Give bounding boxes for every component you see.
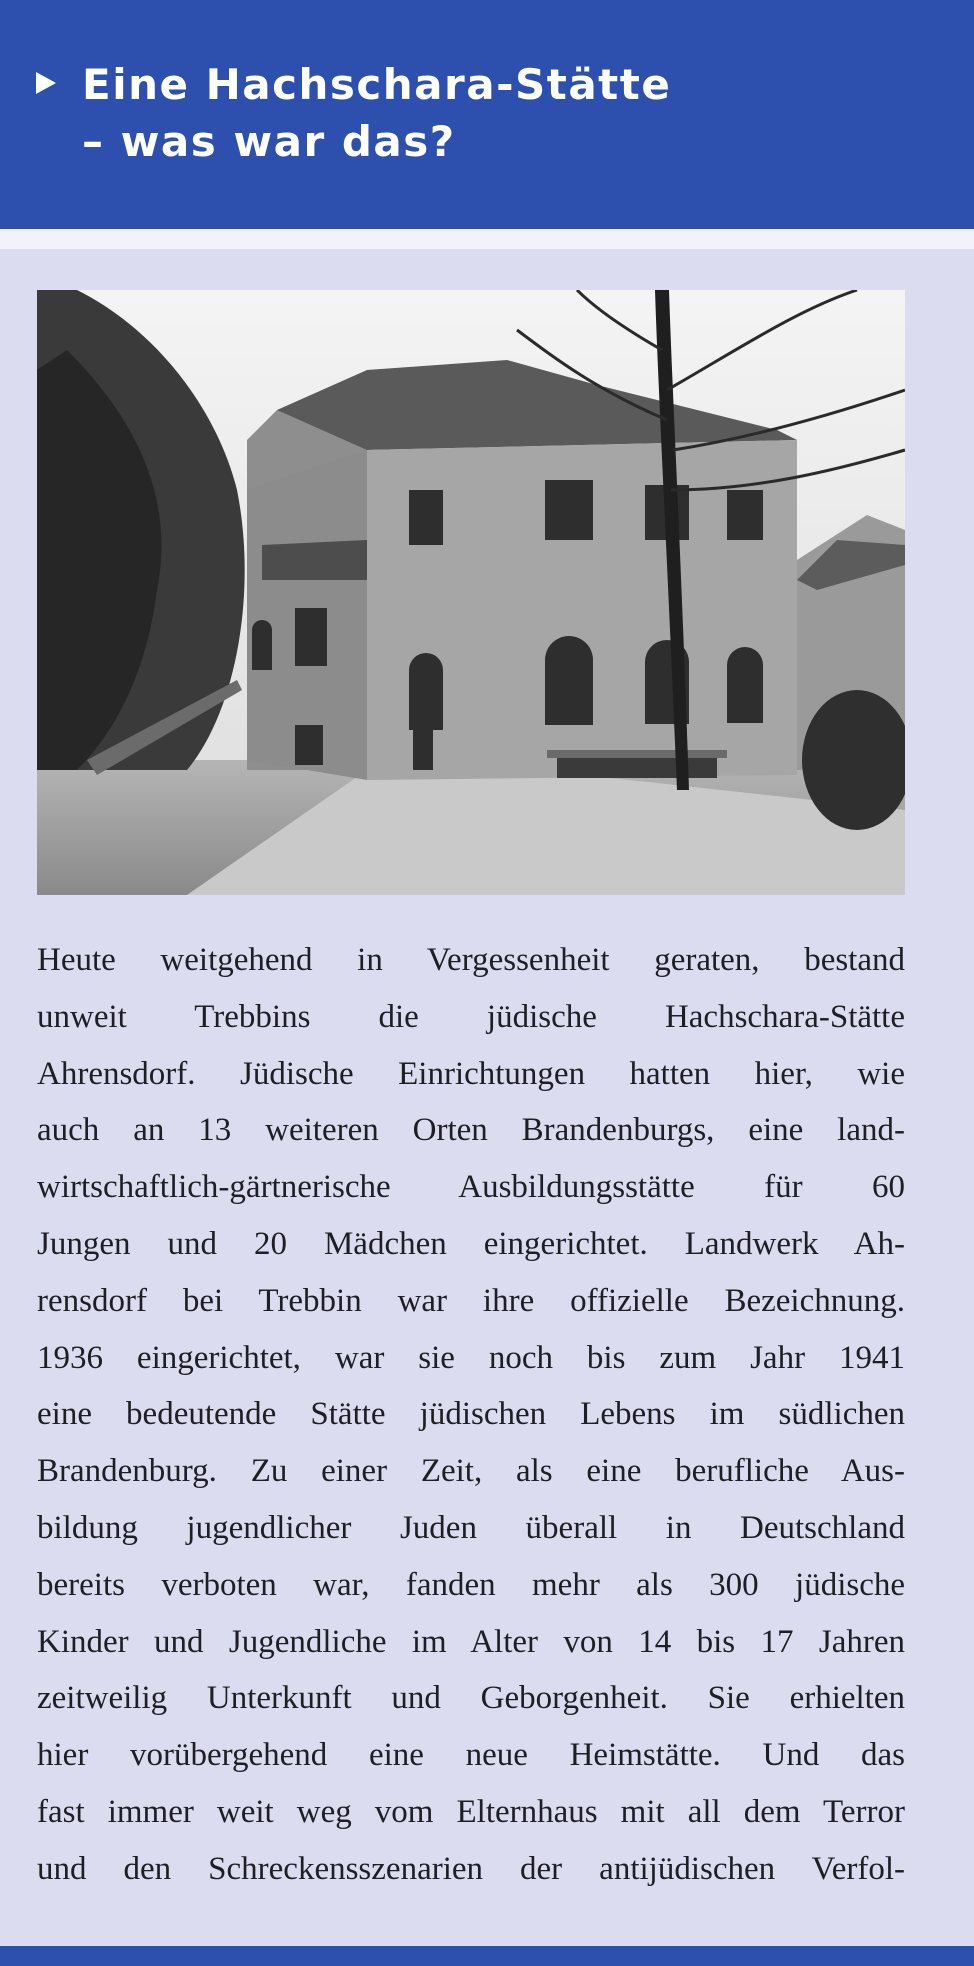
body-line: fast immer weit weg vom Elternhaus mit all dem Terror bbox=[37, 1793, 905, 1830]
body-line: eine bedeutende Stätte jüdischen Lebens im südlichen bbox=[37, 1396, 905, 1433]
body-paragraph bbox=[37, 932, 905, 1898]
body-line: Jungen und 20 Mädchen eingerichtet. Landwerk Ah- bbox=[37, 1225, 905, 1262]
body-line: bildung jugendlicher Juden überall in Deutschland bbox=[37, 1509, 905, 1546]
body-line: wirtschaftlich-gärtnerische Ausbildungsstätte für 60 bbox=[37, 1169, 905, 1206]
header-banner bbox=[0, 0, 974, 229]
page-title-line-2: – was war das? bbox=[82, 117, 456, 166]
body-line: Brandenburg. Zu einer Zeit, als eine berufliche Aus- bbox=[37, 1453, 905, 1490]
building-photo bbox=[37, 290, 905, 895]
page-title bbox=[82, 56, 671, 170]
page-title-line-1: Eine Hachschara-Stätte bbox=[82, 60, 672, 109]
footer-bar bbox=[0, 1946, 974, 1966]
body-line: Ahrensdorf. Jüdische Einrichtungen hatten hier, wie bbox=[37, 1055, 905, 1092]
body-line: rensdorf bei Trebbin war ihre offizielle Bezeichnung. bbox=[37, 1282, 905, 1319]
body-line: bereits verboten war, fanden mehr als 300 jüdische bbox=[37, 1566, 905, 1603]
body-line: hier vorübergehend eine neue Heimstätte. Und das bbox=[37, 1737, 905, 1774]
triangle-right-icon bbox=[36, 72, 56, 94]
body-line: und den Schreckensszenarien der antijüdischen Verfol- bbox=[37, 1850, 905, 1887]
header-divider bbox=[0, 229, 974, 249]
body-line: Heute weitgehend in Vergessenheit geraten, bestand bbox=[37, 942, 905, 978]
body-line: 1936 eingerichtet, war sie noch bis zum Jahr 1941 bbox=[37, 1339, 905, 1376]
body-line: unweit Trebbins die jüdische Hachschara-Stätte bbox=[37, 998, 905, 1035]
body-line: auch an 13 weiteren Orten Brandenburgs, eine land- bbox=[37, 1112, 905, 1149]
body-line: Kinder und Jugendliche im Alter von 14 bis 17 Jahren bbox=[37, 1623, 905, 1660]
body-line: zeitweilig Unterkunft und Geborgenheit. Sie erhielten bbox=[37, 1680, 905, 1717]
